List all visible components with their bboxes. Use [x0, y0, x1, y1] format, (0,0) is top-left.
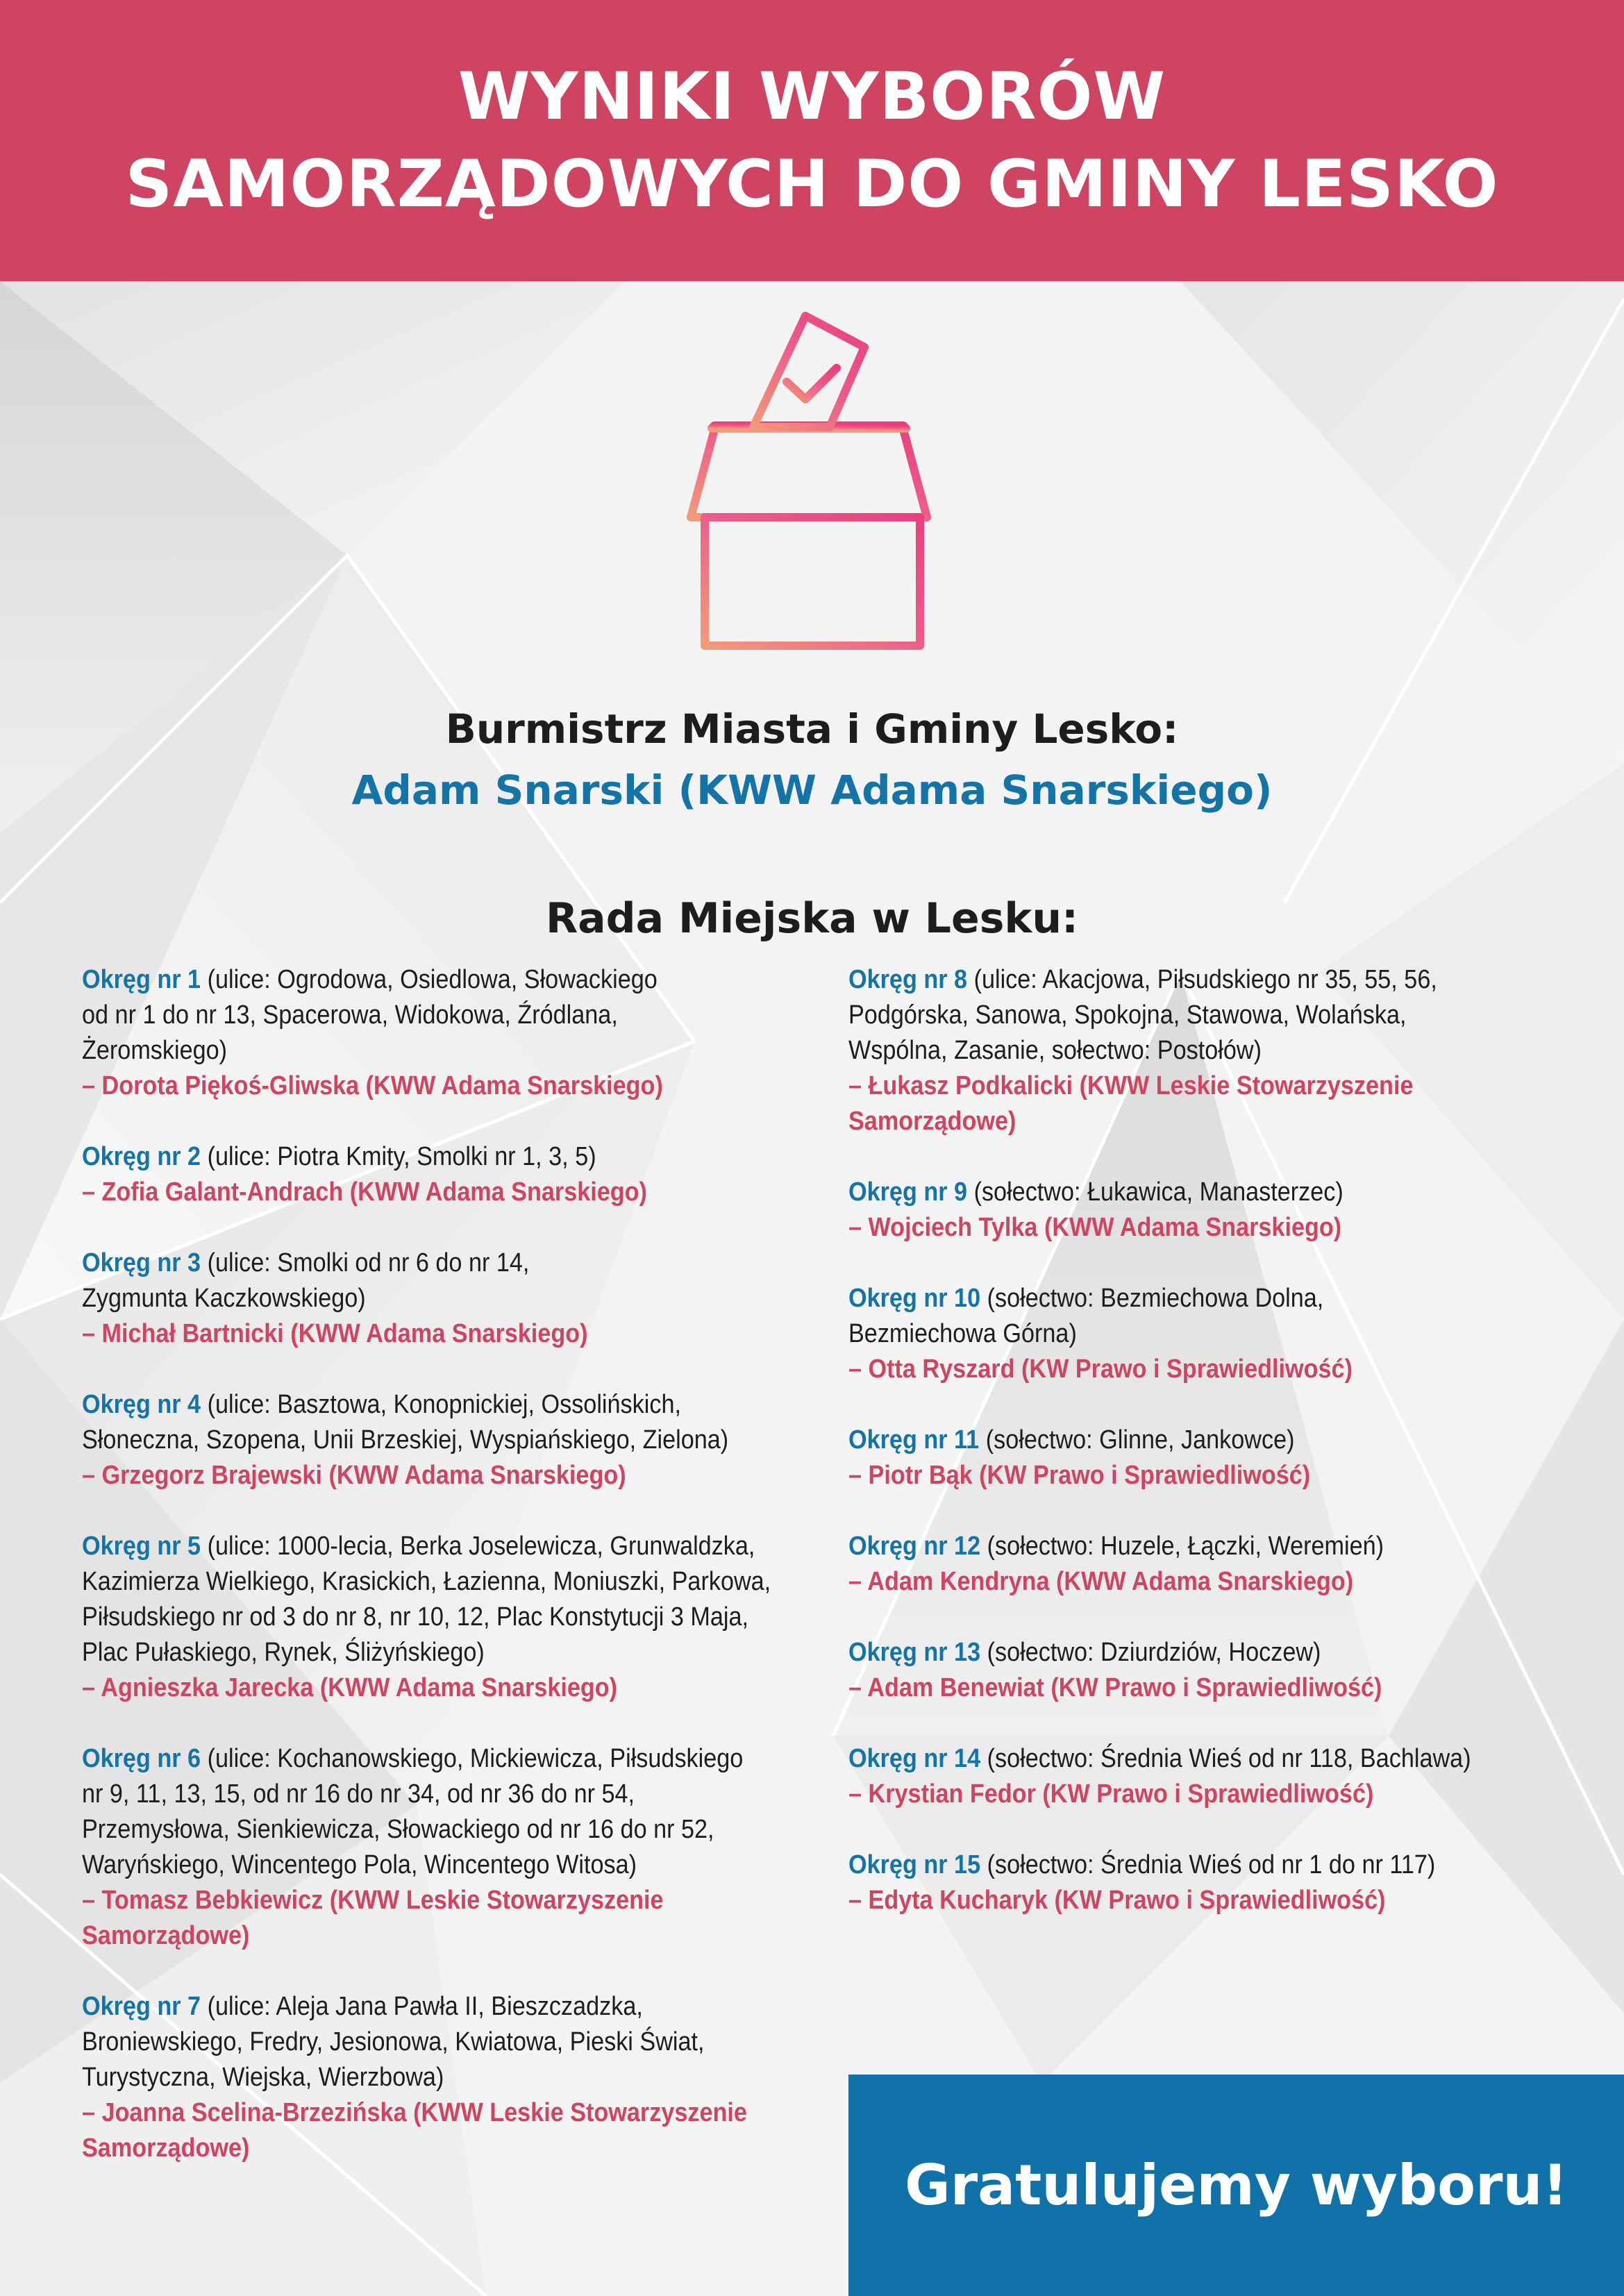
district-streets: (ulice: Kochanowskiego, Mickiewicza, Piłsudskiego nr 9, 11, 13, 15, od nr 16 do nr 34, od nr 36 do nr 54, Przemysłowa, Sienkiewicza, Słowackiego od nr 16 do nr 52, Waryńskiego, Wincentego Pola, Wincentego Witosa) [82, 1744, 744, 1879]
district-winner: – Tomasz Bebkiewicz (KWW Leskie Stowarzyszenie Samorządowe) [82, 1886, 664, 1950]
district-streets: (ulice: Aleja Jana Pawła II, Bieszczadzka, Broniewskiego, Fredry, Jesionowa, Kwiatowa, Pieski Świat, Turystyczna, Wiejska, Wierzbowa) [82, 1992, 705, 2092]
district-label: Okręg nr 10 [848, 1284, 981, 1313]
district-12 [848, 1529, 1615, 1600]
ballot-box-icon [628, 309, 989, 656]
district-winner: – Otta Ryszard (KW Prawo i Sprawiedliwość) [848, 1355, 1353, 1384]
district-winner: – Grzegorz Brajewski (KWW Adama Snarskiego) [82, 1461, 626, 1490]
district-10 [848, 1281, 1615, 1387]
district-streets: (sołectwo: Średnia Wieś od nr 118, Bachlawa) [980, 1744, 1471, 1773]
district-streets: (ulice: Piotra Kmity, Smolki nr 1, 3, 5) [201, 1142, 596, 1171]
district-winner: – Edyta Kucharyk (KW Prawo i Sprawiedliwość) [848, 1886, 1386, 1915]
council-title: Rada Miejska w Lesku: [545, 894, 1079, 943]
district-11 [848, 1423, 1615, 1493]
district-13 [848, 1635, 1615, 1706]
district-5 [82, 1529, 831, 1706]
mayor-name: Adam Snarski (KWW Adama Snarskiego) [351, 766, 1273, 814]
district-winner: – Agnieszka Jarecka (KWW Adama Snarskiego) [82, 1673, 618, 1702]
district-label: Okręg nr 4 [82, 1390, 201, 1419]
mayor-label: Burmistrz Miasta i Gminy Lesko: [445, 705, 1179, 753]
district-1 [82, 962, 831, 1104]
district-winner: – Adam Kendryna (KWW Adama Snarskiego) [848, 1567, 1354, 1596]
district-label: Okręg nr 1 [82, 965, 201, 994]
district-3 [82, 1246, 831, 1352]
district-winner: – Krystian Fedor (KW Prawo i Sprawiedliwość) [848, 1779, 1374, 1809]
district-winner: – Zofia Galant-Andrach (KWW Adama Snarskiego) [82, 1178, 647, 1207]
district-streets: (sołectwo: Łukawica, Manasterzec) [967, 1178, 1343, 1207]
district-label: Okręg nr 5 [82, 1532, 201, 1561]
district-label: Okręg nr 6 [82, 1744, 201, 1773]
district-7 [82, 1989, 831, 2166]
district-winner: – Łukasz Podkalicki (KWW Leskie Stowarzyszenie Samorządowe) [848, 1071, 1414, 1136]
district-winner: – Joanna Scelina-Brzezińska (KWW Leskie Stowarzyszenie Samorządowe) [82, 2098, 747, 2163]
district-label: Okręg nr 13 [848, 1638, 981, 1667]
district-8 [848, 962, 1615, 1139]
district-14 [848, 1741, 1615, 1812]
district-label: Okręg nr 2 [82, 1142, 201, 1171]
district-winner: – Piotr Bąk (KW Prawo i Sprawiedliwość) [848, 1461, 1311, 1490]
district-label: Okręg nr 14 [848, 1744, 981, 1773]
district-winner: – Michał Bartnicki (KWW Adama Snarskiego) [82, 1319, 588, 1348]
district-winner: – Dorota Piękoś-Gliwska (KWW Adama Snarskiego) [82, 1071, 663, 1100]
district-streets: (ulice: Akacjowa, Piłsudskiego nr 35, 55, 56, Podgórska, Sanowa, Spokojna, Stawowa, Wolańska, Wspólna, Zasanie, sołectwo: Postołów) [848, 965, 1437, 1065]
district-winner: – Wojciech Tylka (KWW Adama Snarskiego) [848, 1213, 1342, 1242]
district-15 [848, 1847, 1615, 1918]
district-streets: (sołectwo: Dziurdziów, Hoczew) [980, 1638, 1321, 1667]
district-streets: (sołectwo: Średnia Wieś od nr 1 do nr 117) [980, 1850, 1436, 1879]
district-streets: (ulice: Ogrodowa, Osiedlowa, Słowackiego od nr 1 do nr 13, Spacerowa, Widokowa, Źródlana, Żeromskiego) [82, 965, 658, 1065]
district-streets: (sołectwo: Glinne, Jankowce) [979, 1425, 1295, 1455]
district-label: Okręg nr 8 [848, 965, 968, 994]
districts-left-column [82, 962, 832, 2202]
congratulations-text: Gratulujemy wyboru! [905, 2153, 1568, 2218]
district-4 [82, 1387, 831, 1493]
district-label: Okręg nr 9 [848, 1178, 968, 1207]
congratulations-banner [848, 2075, 1624, 2296]
district-streets: (ulice: Basztowa, Konopnickiej, Ossolińskich, Słoneczna, Szopena, Unii Brzeskiej, Wyspiańskiego, Zielona) [82, 1390, 729, 1455]
district-label: Okręg nr 12 [848, 1532, 981, 1561]
district-9 [848, 1175, 1615, 1246]
page-title-line-2: SAMORZĄDOWYCH DO GMINY LESKO [125, 146, 1499, 222]
district-streets: (sołectwo: Huzele, Łączki, Weremień) [980, 1532, 1384, 1561]
district-streets: (sołectwo: Bezmiechowa Dolna, Bezmiechowa Górna) [848, 1284, 1324, 1348]
district-label: Okręg nr 15 [848, 1850, 981, 1879]
district-streets: (ulice: Smolki od nr 6 do nr 14, Zygmunta Kaczkowskiego) [82, 1248, 530, 1313]
district-label: Okręg nr 3 [82, 1248, 201, 1277]
district-6 [82, 1741, 831, 1954]
district-label: Okręg nr 7 [82, 1992, 201, 2021]
district-2 [82, 1139, 831, 1210]
districts-right-column [848, 962, 1616, 1954]
district-streets: (ulice: 1000-lecia, Berka Joselewicza, Grunwaldzka, Kazimierza Wielkiego, Krasickich, Łazienna, Moniuszki, Parkowa, Piłsudskiego nr od 3 do nr 8, nr 10, 12, Plac Konstytucji 3 Maja, Plac Pułaskiego, Rynek, Śliżyńskiego) [82, 1532, 771, 1667]
district-label: Okręg nr 11 [848, 1425, 980, 1455]
page-title-line-1: WYNIKI WYBORÓW [458, 58, 1166, 135]
header-banner [0, 0, 1624, 281]
district-winner: – Adam Benewiat (KW Prawo i Sprawiedliwość) [848, 1673, 1382, 1702]
